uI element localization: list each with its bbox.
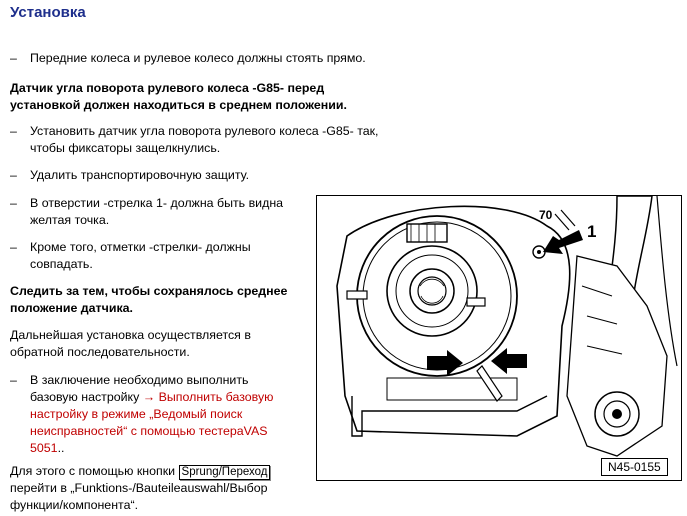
step-text: Кроме того, отметки -стрелки- должны [30, 240, 251, 254]
sensor-illustration [316, 195, 682, 481]
callout-arrow-1: 1 [587, 222, 597, 241]
note-text: положение датчика. [10, 301, 133, 315]
page-title: Установка [10, 4, 86, 21]
basic-setting-link[interactable]: → Выполнить базовую [142, 390, 274, 404]
basic-setting-link[interactable]: 5051 [30, 441, 58, 455]
paragraph-text: Дальнейшая установка осуществляется в [10, 328, 251, 342]
step-yellow-dot [10, 195, 283, 229]
paragraph-reverse-order [10, 327, 251, 361]
figure-code: N45-0155 [601, 458, 668, 476]
step-text: .. [57, 441, 65, 455]
paragraph-text: обратной последовательности. [10, 345, 190, 359]
step-basic-setting [10, 372, 273, 457]
paragraph-sprung-button [10, 463, 270, 514]
basic-setting-link[interactable]: настройку в режиме „Ведомый поиск [30, 407, 243, 421]
step-text: Передние колеса и рулевое колесо должны стоять прямо. [30, 51, 366, 65]
step-text: В отверстии -стрелка 1- должна быть видна [30, 196, 284, 210]
sprung-key-button[interactable]: Sprung/Переход [179, 465, 271, 480]
paragraph-text: перейти в „Funktions-/Bauteileauswahl/Выбор [10, 481, 268, 495]
dash: – [10, 373, 17, 387]
dash: – [10, 196, 17, 210]
step-text: Удалить транспортировочную защиту. [30, 168, 250, 182]
step-remove-protection [10, 167, 249, 184]
note-keep-position [10, 283, 287, 317]
note-middle-position [10, 80, 347, 114]
dash: – [10, 51, 17, 65]
paragraph-text: функции/компонента“. [10, 498, 139, 512]
basic-setting-link[interactable]: неисправностей“ с помощью тестераVAS [30, 424, 268, 438]
step-text: желтая точка. [30, 213, 110, 227]
dash: – [10, 168, 17, 182]
step-text: базовую настройку [30, 390, 140, 404]
step-text: Установить датчик угла поворота рулевого колеса -G85- так, [30, 124, 379, 138]
callout-70: 70 [539, 208, 553, 222]
note-text: Датчик угла поворота рулевого колеса -G85- перед [10, 81, 325, 95]
sensor-drawing [317, 196, 682, 481]
step-text: чтобы фиксаторы защелкнулись. [30, 141, 221, 155]
dash: – [10, 124, 17, 138]
paragraph-text: Для этого с помощью кнопки [10, 464, 176, 478]
step-install-sensor [10, 123, 379, 157]
note-text: Следить за тем, чтобы сохранялось среднее [10, 284, 288, 298]
note-text: установкой должен находиться в среднем положении. [10, 98, 347, 112]
step-marks-align [10, 239, 251, 273]
step-text: В заключение необходимо выполнить [30, 373, 249, 387]
step-wheels-straight [10, 50, 366, 67]
step-text: совпадать. [30, 257, 93, 271]
dash: – [10, 240, 17, 254]
